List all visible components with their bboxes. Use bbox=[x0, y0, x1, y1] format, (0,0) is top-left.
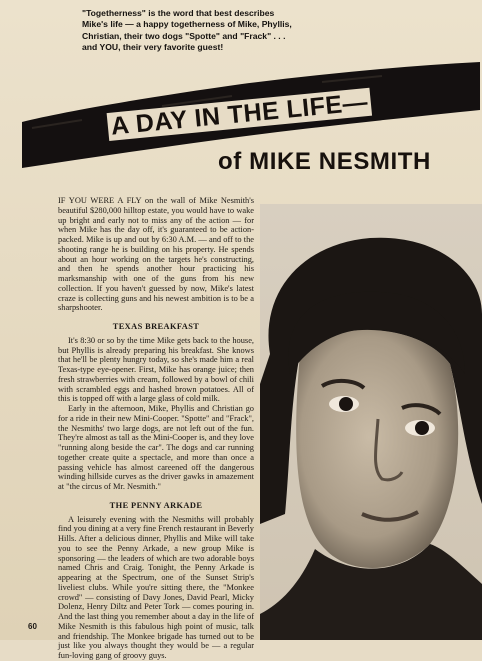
headline-text-1: A DAY IN THE LIFE— bbox=[107, 88, 373, 141]
section-heading-texas-breakfast: TEXAS BREAKFAST bbox=[112, 322, 200, 331]
section-heading-penny-arkade: THE PENNY ARKADE bbox=[109, 500, 203, 510]
article-paragraph-1: IF YOU WERE A FLY on the wall of Mike Nesmith's beautiful $280,000 hilltop estate, you would have to wake up bright and early not to miss any of the action — for when Mike has the day off, it's guaranteed to be action-packed. Mike is up and out by 6:30 A.M. — and off to the shooting range he is building on his property. He spends about an hour working on the targets he's constructing, and then he spends another hour practicing his marksmanship with one of the guns from his new collection. If you haven't guessed by now, Mike's latest craze is collecting guns and his newest ambition is to be a sharpshooter. bbox=[58, 196, 254, 313]
article-paragraph-4: A leisurely evening with the Nesmiths will probably find you dining at a very fine French restaurant in Beverly Hills. After a delicious dinner, Phyllis and Mike will take you to see the Penny Arkade, a new group Mike is sponsoring — the leaders of which are two adorable boys named Chris and Craig. Tonight, the Penny Arkade is appearing at the Spectrum, one of the Sunset Strip's liveliest clubs. While you're sitting there, the "Monkee crowd" — consisting of Davy Jones, David Pearl, Micky Dolenz, Henry Diltz and Peter Tork — comes pouring in. And the last thing you remember about a day in the life of Mike Nesmith is this fabulous high point of music, talk and friendship. The Monkee brigade has turned out to be just like you always thought they would be — a regular fun-loving gang of groovy guys. bbox=[58, 514, 254, 660]
portrait-illustration bbox=[260, 204, 482, 640]
mike-nesmith-portrait bbox=[260, 204, 482, 640]
article-paragraph-2: It's 8:30 or so by the time Mike gets back to the house, but Phyllis is already preparing his breakfast. She knows that he'll be plenty hungry today, so she's made him a real Texas-type eye-opener. First, Mike has orange juice; then fresh strawberries with cream, followed by a bowl of chili with scrambled eggs and hashed brown potatoes. All of this is topped off with a large glass of cold milk. bbox=[58, 335, 254, 404]
headline-line-2: of MIKE NESMITH bbox=[218, 148, 431, 175]
intro-blurb: "Togetherness" is the word that best describes Mike's life — a happy togetherness of Mike, Phyllis, Christian, their two dogs "Spotte" and "Frack" . . . and YOU, their very favorite guest! bbox=[82, 8, 292, 53]
left-eye-iris bbox=[339, 397, 353, 411]
article-paragraph-3: Early in the afternoon, Mike, Phyllis and Christian go for a ride in their new Mini-Cooper. "Spotte" and "Frack", the Nesmiths' two large dogs, are not left out of the fun. They're almost as tall as the Mini-Cooper is, and they love "running along beside the car". The dogs and car running together create quite a spectacle, and more than once a passing vehicle has almost careened off the dangerous winding hillside curves as the driver gawks in amazement at "the circus of Mr. Nesmith." bbox=[58, 404, 254, 491]
right-eye-iris bbox=[415, 421, 429, 435]
article-body bbox=[58, 196, 254, 661]
page-number: 60 bbox=[28, 622, 37, 631]
